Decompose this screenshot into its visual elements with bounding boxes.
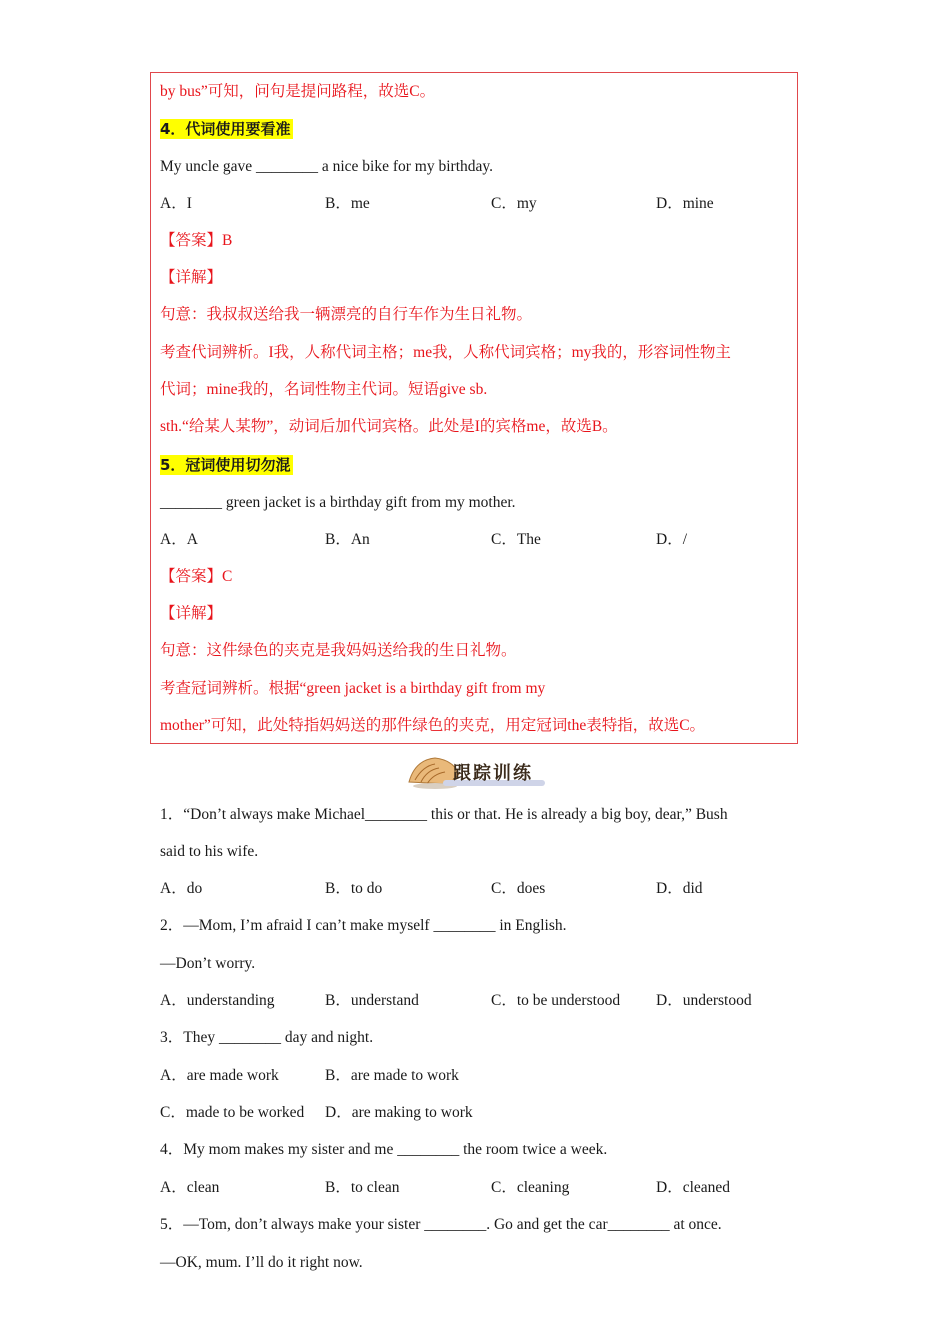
q5-answer: 【答案】C: [160, 568, 233, 585]
option-c: C．does: [491, 880, 546, 897]
q4-answer: 【答案】B: [160, 232, 233, 249]
practice-q5-stem: —OK, mum. I’ll do it right now.: [160, 1254, 363, 1271]
option-a: A．understanding: [160, 992, 275, 1009]
q5-explanation-line: mother”可知，此处特指妈妈送的那件绿色的夹克，用定冠词the表特指，故选C。: [160, 717, 706, 734]
q4-explanation-line: 句意：我叔叔送给我一辆漂亮的自行车作为生日礼物。: [160, 306, 533, 323]
option-b: B．me: [325, 195, 370, 212]
option-d: D．mine: [656, 195, 714, 212]
explanation-line: by bus”可知，问句是提问路程，故选C。: [160, 83, 436, 100]
practice-q2-stem: —Don’t worry.: [160, 955, 256, 972]
option-b: B．are made to work: [325, 1067, 459, 1084]
q4-explanation-line: 考查代词辨析。I我，人称代词主格；me我，人称代词宾格；my我的，形容词性物主: [160, 344, 731, 361]
practice-q4-stem: 4．My mom makes my sister and me ________ the room twice a week.: [160, 1141, 608, 1158]
practice-q3-stem: 3．They ________ day and night.: [160, 1029, 374, 1046]
section-title: 跟踪训练: [453, 763, 533, 784]
option-b: B．An: [325, 531, 370, 548]
q5-explanation-line: 句意：这件绿色的夹克是我妈妈送给我的生日礼物。: [160, 642, 517, 659]
q5-detail-label: 【详解】: [160, 605, 223, 622]
section-heading-highlight: 5．冠词使用切勿混: [160, 455, 293, 475]
option-c: C．cleaning: [491, 1179, 570, 1196]
q4-explanation-line: 代词；mine我的，名词性物主代词。短语give sb.: [160, 381, 488, 398]
option-a: A．do: [160, 880, 203, 897]
q5-stem: ________ green jacket is a birthday gift from my mother.: [160, 494, 516, 511]
q4-heading: [160, 119, 293, 140]
q4-explanation-line: sth.“给某人某物”，动词后加代词宾格。此处是I的宾格me，故选B。: [160, 418, 618, 435]
q5-explanation-line: 考查冠词辨析。根据“green jacket is a birthday gift from my: [160, 680, 546, 697]
practice-q1-stem: said to his wife.: [160, 843, 259, 860]
option-c: C．to be understood: [491, 992, 621, 1009]
option-d: D．are making to work: [325, 1104, 473, 1121]
practice-q5-stem: 5．—Tom, don’t always make your sister ________. Go and get the car________ at once.: [160, 1216, 722, 1233]
option-d: D．/: [656, 531, 688, 548]
option-a: A．are made work: [160, 1067, 279, 1084]
option-b: B．to do: [325, 880, 383, 897]
option-c: C．made to be worked: [160, 1104, 305, 1121]
option-b: B．understand: [325, 992, 419, 1009]
practice-q1-stem: 1．“Don’t always make Michael________ this or that. He is already a big boy, dear,” Bush: [160, 806, 728, 823]
section-banner: [405, 754, 545, 790]
option-a: A．clean: [160, 1179, 220, 1196]
q5-heading: [160, 455, 293, 476]
option-b: B．to clean: [325, 1179, 400, 1196]
option-a: A．I: [160, 195, 192, 212]
option-c: C．my: [491, 195, 537, 212]
q4-detail-label: 【详解】: [160, 269, 223, 286]
section-heading-highlight: 4．代词使用要看准: [160, 119, 293, 139]
option-d: D．cleaned: [656, 1179, 731, 1196]
practice-q2-stem: 2．—Mom, I’m afraid I can’t make myself ________ in English.: [160, 917, 567, 934]
option-a: A．A: [160, 531, 198, 548]
option-d: D．understood: [656, 992, 752, 1009]
option-c: C．The: [491, 531, 541, 548]
q4-stem: My uncle gave ________ a nice bike for my birthday.: [160, 158, 494, 175]
option-d: D．did: [656, 880, 703, 897]
